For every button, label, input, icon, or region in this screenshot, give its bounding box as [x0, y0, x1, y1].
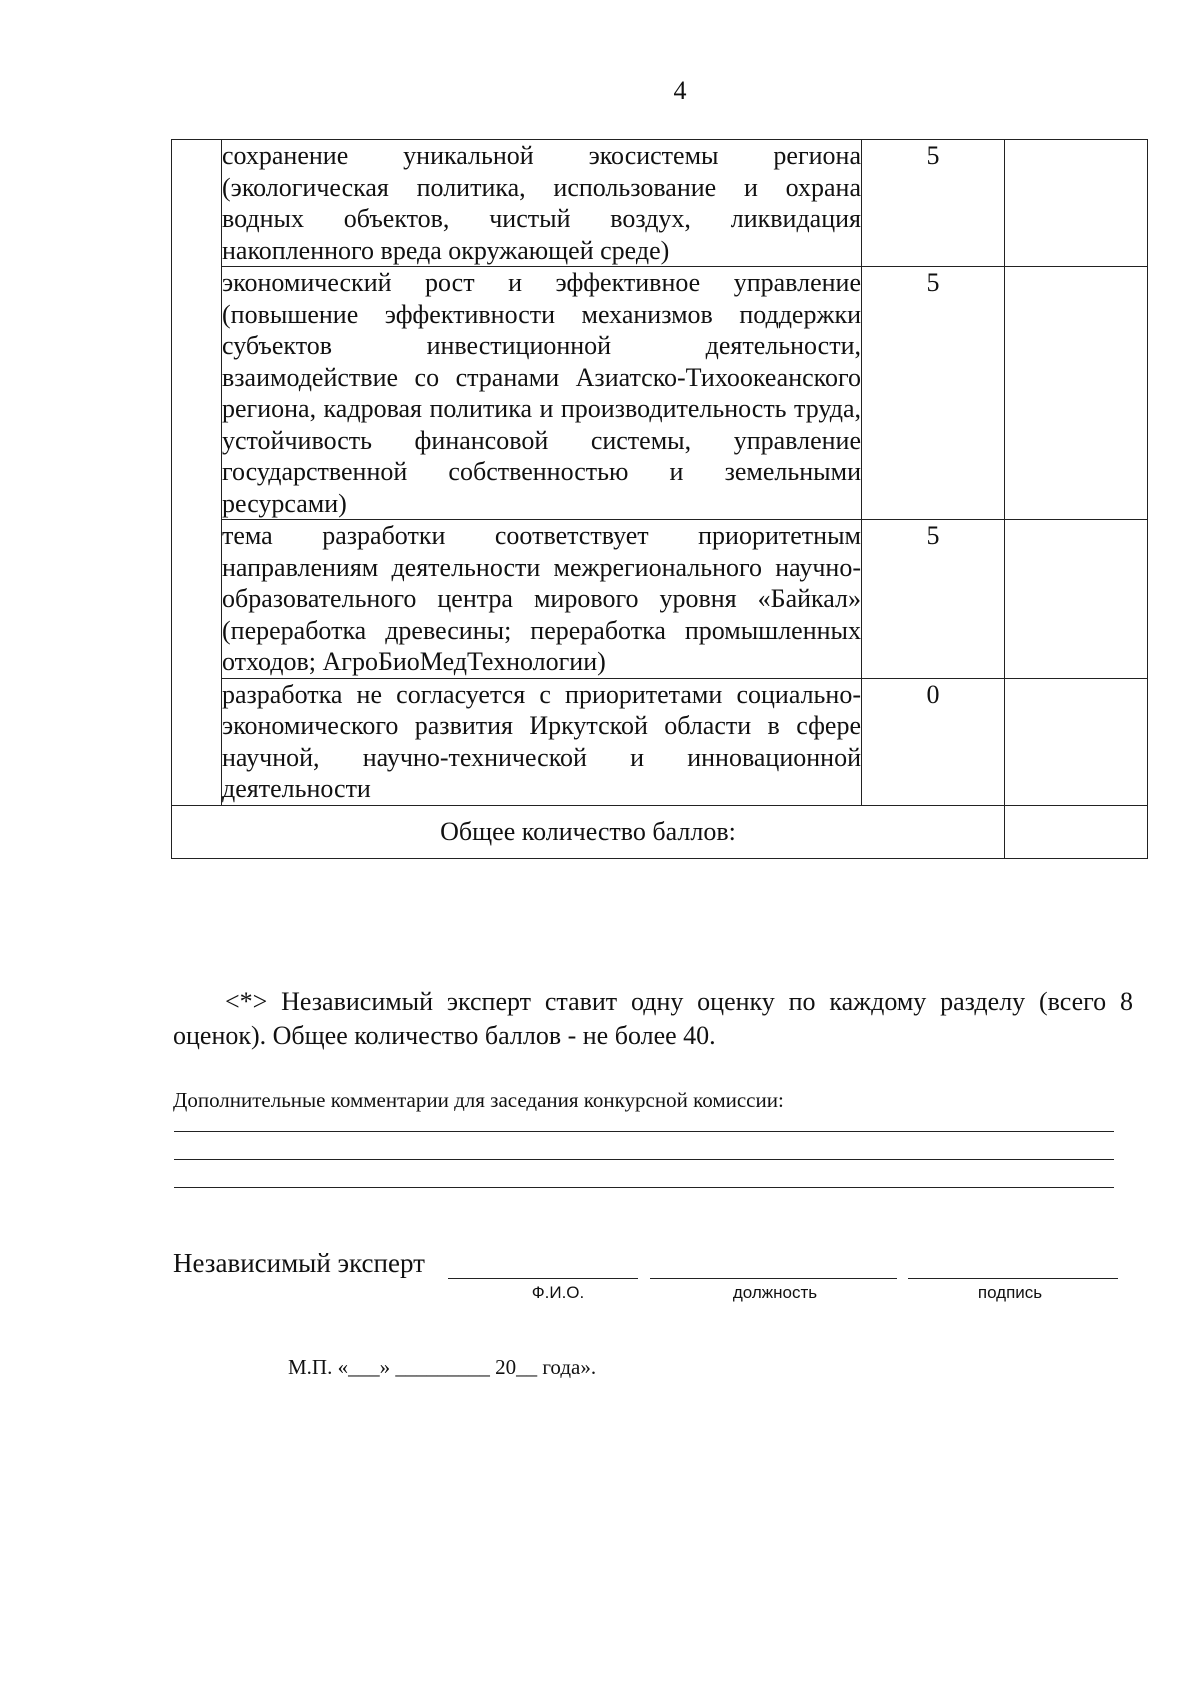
- table-row: [172, 267, 1148, 520]
- position-caption: должность: [732, 1283, 818, 1302]
- signature-line: [908, 1278, 1118, 1279]
- table-row: [172, 140, 1148, 267]
- table-row: [172, 678, 1148, 805]
- signature-caption: подпись: [977, 1283, 1043, 1302]
- position-line: [650, 1278, 897, 1279]
- criterion-text: разработка не согласуется с приоритетами социально-экономического развития Иркутской области в сфере научной, научно-технической и инновационной деятельности: [222, 679, 861, 803]
- expert-score-cell: [1005, 678, 1148, 805]
- footnote: <*> Независимый эксперт ставит одну оценку по каждому разделу (всего 8 оценок). Общее количество баллов - не более 40.: [173, 987, 1133, 1050]
- table-row: [172, 520, 1148, 679]
- expert-score-cell: [1005, 267, 1148, 520]
- criterion-score: 5: [862, 267, 1005, 520]
- criterion-text: экономический рост и эффективное управление (повышение эффективности механизмов поддержки субъектов инвестиционной деятельности, взаимодействие со странами Азиатско-Тихоокеанского региона, кадровая политика и производительность труда, устойчивость финансовой системы, управление государственной собственностью и земельными ресурсами): [222, 268, 861, 518]
- comments-label: Дополнительные комментарии для заседания конкурсной комиссии:: [173, 1088, 784, 1112]
- comment-line: [174, 1159, 1114, 1160]
- criterion-score: 0: [862, 678, 1005, 805]
- total-row: [172, 805, 1148, 858]
- expert-score-cell: [1005, 140, 1148, 267]
- section-number-cell: [172, 140, 222, 806]
- criterion-text: сохранение уникальной экосистемы региона (экологическая политика, использование и охрана водных объектов, чистый воздух, ликвидация накопленного вреда окружающей среде): [222, 141, 861, 265]
- fio-line: [448, 1278, 638, 1279]
- expert-score-cell: [1005, 520, 1148, 679]
- comment-line: [174, 1187, 1114, 1188]
- criterion-score: 5: [862, 140, 1005, 267]
- page-number: 4: [673, 76, 687, 105]
- criterion-text: тема разработки соответствует приоритетным направлениям деятельности межрегионального научно-образовательного центра мирового уровня «Байкал» (переработка древесины; переработка промышленных отходов; АгроБиоМедТехнологии): [222, 521, 861, 676]
- date-line: М.П. «___» _________ 20__ года».: [288, 1355, 597, 1379]
- evaluation-table: [171, 139, 1148, 859]
- total-label: Общее количество баллов:: [172, 805, 1005, 858]
- expert-label: Независимый эксперт: [173, 1248, 425, 1278]
- fio-caption: Ф.И.О.: [531, 1283, 585, 1302]
- criterion-score: 5: [862, 520, 1005, 679]
- comment-line: [174, 1131, 1114, 1132]
- total-value: [1005, 805, 1148, 858]
